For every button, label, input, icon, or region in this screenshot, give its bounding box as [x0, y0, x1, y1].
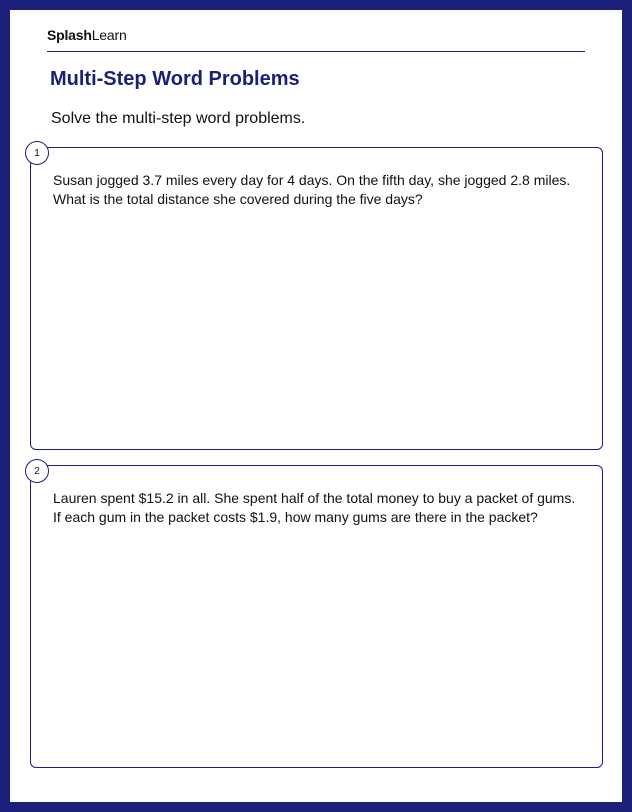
instructions: Solve the multi-step word problems. — [51, 110, 306, 127]
problem-number-badge: 1 — [25, 141, 49, 165]
problem-text: Susan jogged 3.7 miles every day for 4 days. On the fifth day, she jogged 2.8 miles. What is the total distance she covered during the five days? — [53, 172, 571, 207]
problem-box-1 — [30, 147, 603, 450]
logo-splash: Splash — [47, 27, 92, 43]
page-title: Multi-Step Word Problems — [50, 68, 300, 90]
splashlearn-logo — [47, 27, 127, 43]
logo-learn: Learn — [91, 27, 127, 43]
worksheet-page — [10, 10, 622, 802]
problem-box-2 — [30, 465, 603, 768]
problem-text: Lauren spent $15.2 in all. She spent half of the total money to buy a packet of gums. If each gum in the packet costs $1.9, how many gums are there in the packet? — [53, 490, 576, 525]
header-divider — [47, 51, 585, 52]
problem-number-badge: 2 — [25, 459, 49, 483]
